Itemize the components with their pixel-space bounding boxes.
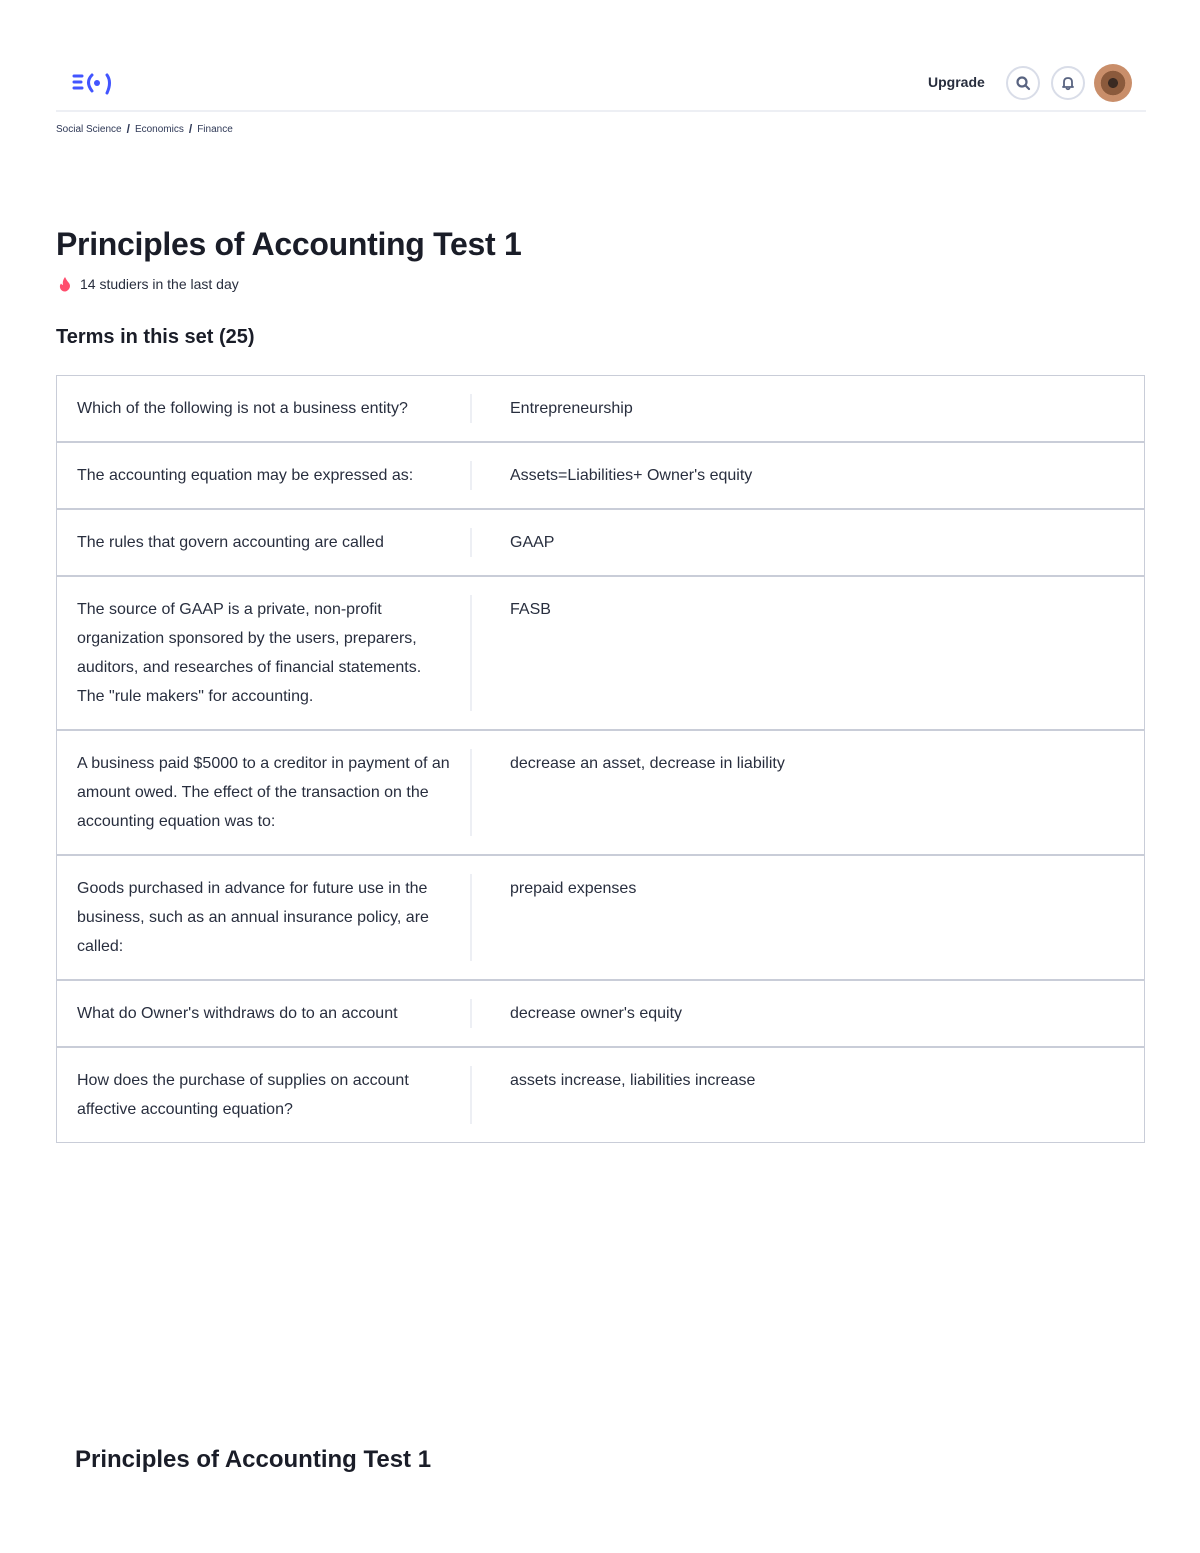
- top-navigation-bar: [56, 60, 1146, 112]
- breadcrumb-social-science[interactable]: Social Science: [56, 123, 122, 135]
- page-title: Principles of Accounting Test 1: [56, 226, 522, 262]
- term-row: [57, 376, 1144, 443]
- definition-text: Entrepreneurship: [510, 400, 633, 417]
- upgrade-link[interactable]: Upgrade: [928, 74, 985, 90]
- notifications-button[interactable]: [1051, 66, 1085, 100]
- term-row: [57, 1048, 1144, 1142]
- bell-icon: [1060, 75, 1076, 91]
- terms-list: [56, 375, 1145, 1143]
- term-row: [57, 731, 1144, 856]
- definition-text: decrease owner's equity: [510, 1005, 683, 1022]
- definition-text: GAAP: [510, 534, 555, 551]
- term-text: A business paid $5000 to a creditor in payment of an amount owed. The effect of the transaction on the accounting equation was to:: [57, 749, 472, 836]
- definition-text: FASB: [510, 601, 551, 618]
- term-text: The rules that govern accounting are called: [57, 528, 472, 557]
- search-button[interactable]: [1006, 66, 1040, 100]
- term-row: [57, 443, 1144, 510]
- breadcrumb-separator: /: [188, 122, 193, 136]
- flame-icon: [58, 276, 72, 292]
- terms-heading: Terms in this set (25): [56, 326, 255, 348]
- breadcrumb-finance[interactable]: Finance: [197, 123, 233, 135]
- term-row: [57, 856, 1144, 981]
- definition-text: prepaid expenses: [510, 880, 637, 897]
- term-text: How does the purchase of supplies on account affective accounting equation?: [57, 1066, 472, 1124]
- definition-text: Assets=Liabilities+ Owner's equity: [510, 467, 753, 484]
- studiers-text: 14 studiers in the last day: [80, 276, 239, 292]
- term-text: Which of the following is not a business entity?: [57, 394, 472, 423]
- user-avatar[interactable]: [1094, 64, 1132, 102]
- breadcrumb: [56, 122, 233, 136]
- definition-text: decrease an asset, decrease in liability: [510, 755, 785, 772]
- term-row: [57, 577, 1144, 731]
- term-text: What do Owner's withdraws do to an account: [57, 999, 472, 1028]
- term-row: [57, 981, 1144, 1048]
- breadcrumb-economics[interactable]: Economics: [134, 123, 184, 135]
- breadcrumb-separator: /: [126, 122, 130, 136]
- quizlet-logo-icon[interactable]: [72, 70, 116, 98]
- term-text: The source of GAAP is a private, non-profit organization sponsored by the users, preparers, auditors, and researches of financial statements. The "rule makers" for accounting.: [57, 595, 472, 711]
- search-icon: [1015, 75, 1031, 91]
- definition-text: assets increase, liabilities increase: [510, 1072, 756, 1089]
- studiers-count: [58, 276, 239, 292]
- term-text: The accounting equation may be expressed as:: [57, 461, 472, 490]
- term-row: [57, 510, 1144, 577]
- term-text: Goods purchased in advance for future use in the business, such as an annual insurance policy, are called:: [57, 874, 472, 961]
- footer-set-title: Principles of Accounting Test 1: [75, 1446, 432, 1473]
